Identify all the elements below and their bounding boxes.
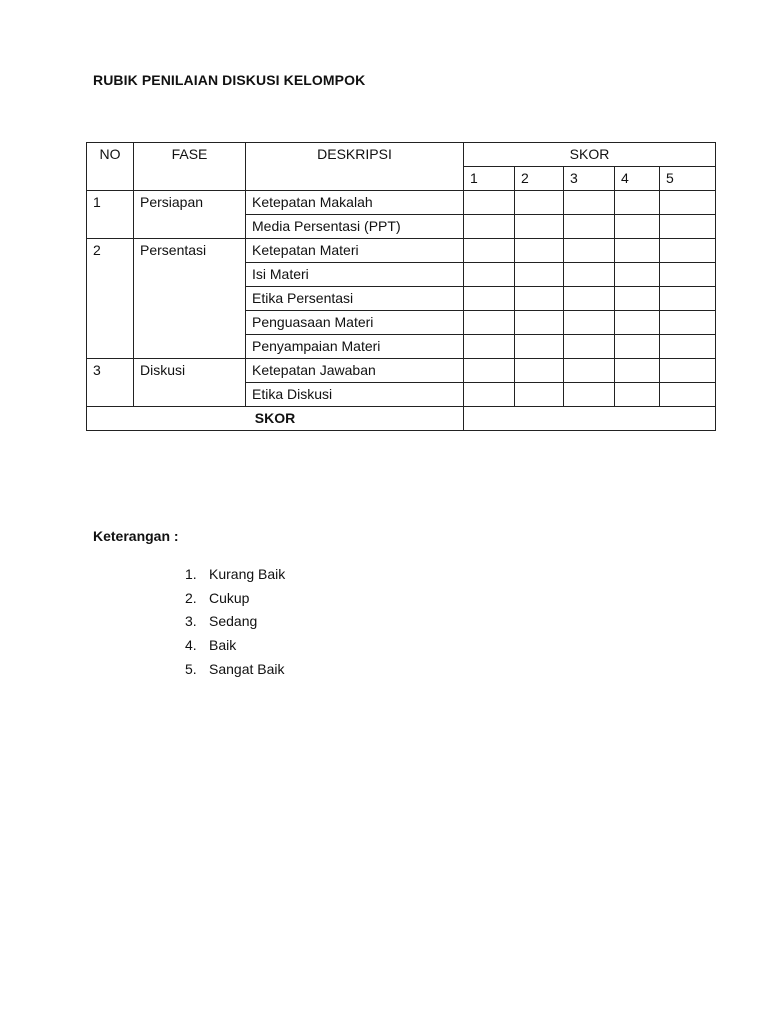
score-cell[interactable] [615, 335, 660, 359]
header-score-2: 2 [515, 167, 564, 191]
score-cell[interactable] [660, 239, 716, 263]
score-cell[interactable] [564, 359, 615, 383]
score-cell[interactable] [515, 287, 564, 311]
header-deskripsi: DESKRIPSI [246, 143, 464, 191]
score-cell[interactable] [464, 239, 515, 263]
list-item-number: 2. [185, 589, 197, 606]
list-item-text: Sedang [209, 613, 258, 630]
score-cell[interactable] [464, 263, 515, 287]
score-cell[interactable] [515, 383, 564, 407]
list-item [185, 563, 285, 587]
score-cell[interactable] [660, 311, 716, 335]
keterangan-list [185, 563, 285, 681]
score-cell[interactable] [564, 215, 615, 239]
score-cell[interactable] [464, 215, 515, 239]
score-cell[interactable] [564, 191, 615, 215]
row-fase: Diskusi [134, 359, 246, 407]
row-deskripsi: Ketepatan Makalah [246, 191, 464, 215]
document-title: RUBIK PENILAIAN DISKUSI KELOMPOK [93, 72, 366, 88]
table-row [87, 191, 716, 215]
score-cell[interactable] [564, 287, 615, 311]
row-deskripsi: Penguasaan Materi [246, 311, 464, 335]
row-no: 1 [87, 191, 134, 239]
score-cell[interactable] [464, 383, 515, 407]
score-cell[interactable] [564, 383, 615, 407]
row-fase: Persentasi [134, 239, 246, 359]
row-deskripsi: Ketepatan Jawaban [246, 359, 464, 383]
score-cell[interactable] [660, 215, 716, 239]
list-item-text: Sangat Baik [209, 660, 285, 677]
score-cell[interactable] [564, 263, 615, 287]
score-cell[interactable] [660, 287, 716, 311]
score-cell[interactable] [464, 287, 515, 311]
list-item-number: 5. [185, 660, 197, 677]
header-fase: FASE [134, 143, 246, 191]
score-cell[interactable] [660, 191, 716, 215]
table-row [87, 359, 716, 383]
score-cell[interactable] [615, 359, 660, 383]
score-cell[interactable] [464, 191, 515, 215]
header-no: NO [87, 143, 134, 191]
header-score-3: 3 [564, 167, 615, 191]
score-cell[interactable] [464, 335, 515, 359]
score-cell[interactable] [615, 239, 660, 263]
table-row [87, 239, 716, 263]
list-item-text: Cukup [209, 589, 250, 606]
keterangan-label: Keterangan : [93, 528, 179, 544]
score-cell[interactable] [515, 191, 564, 215]
list-item [185, 610, 285, 634]
score-cell[interactable] [564, 239, 615, 263]
score-cell[interactable] [564, 311, 615, 335]
score-cell[interactable] [615, 215, 660, 239]
row-deskripsi: Penyampaian Materi [246, 335, 464, 359]
score-cell[interactable] [615, 383, 660, 407]
rubric-table [86, 142, 716, 431]
score-cell[interactable] [660, 383, 716, 407]
score-cell[interactable] [615, 287, 660, 311]
total-row [87, 407, 716, 431]
list-item-number: 1. [185, 566, 197, 582]
score-cell[interactable] [615, 191, 660, 215]
row-fase: Persiapan [134, 191, 246, 239]
total-skor-cell[interactable] [464, 407, 716, 431]
row-no: 2 [87, 239, 134, 359]
score-cell[interactable] [615, 263, 660, 287]
list-item-text: Baik [209, 637, 237, 654]
header-score-4: 4 [615, 167, 660, 191]
row-deskripsi: Etika Persentasi [246, 287, 464, 311]
score-cell[interactable] [564, 335, 615, 359]
score-cell[interactable] [515, 215, 564, 239]
list-item-text: Kurang Baik [209, 566, 286, 582]
header-skor: SKOR [464, 143, 716, 167]
row-no: 3 [87, 359, 134, 407]
total-skor-label: SKOR [87, 407, 464, 431]
row-deskripsi: Ketepatan Materi [246, 239, 464, 263]
list-item [185, 658, 285, 682]
list-item [185, 587, 285, 611]
score-cell[interactable] [464, 311, 515, 335]
row-deskripsi: Media Persentasi (PPT) [246, 215, 464, 239]
score-cell[interactable] [515, 263, 564, 287]
score-cell[interactable] [615, 311, 660, 335]
header-score-5: 5 [660, 167, 716, 191]
row-deskripsi: Etika Diskusi [246, 383, 464, 407]
score-cell[interactable] [515, 335, 564, 359]
list-item-number: 3. [185, 613, 197, 630]
score-cell[interactable] [660, 359, 716, 383]
list-item-number: 4. [185, 637, 197, 654]
score-cell[interactable] [515, 239, 564, 263]
header-row [87, 143, 716, 167]
row-deskripsi: Isi Materi [246, 263, 464, 287]
score-cell[interactable] [515, 311, 564, 335]
header-score-1: 1 [464, 167, 515, 191]
score-cell[interactable] [660, 335, 716, 359]
list-item [185, 634, 285, 658]
score-cell[interactable] [464, 359, 515, 383]
score-cell[interactable] [660, 263, 716, 287]
score-cell[interactable] [515, 359, 564, 383]
